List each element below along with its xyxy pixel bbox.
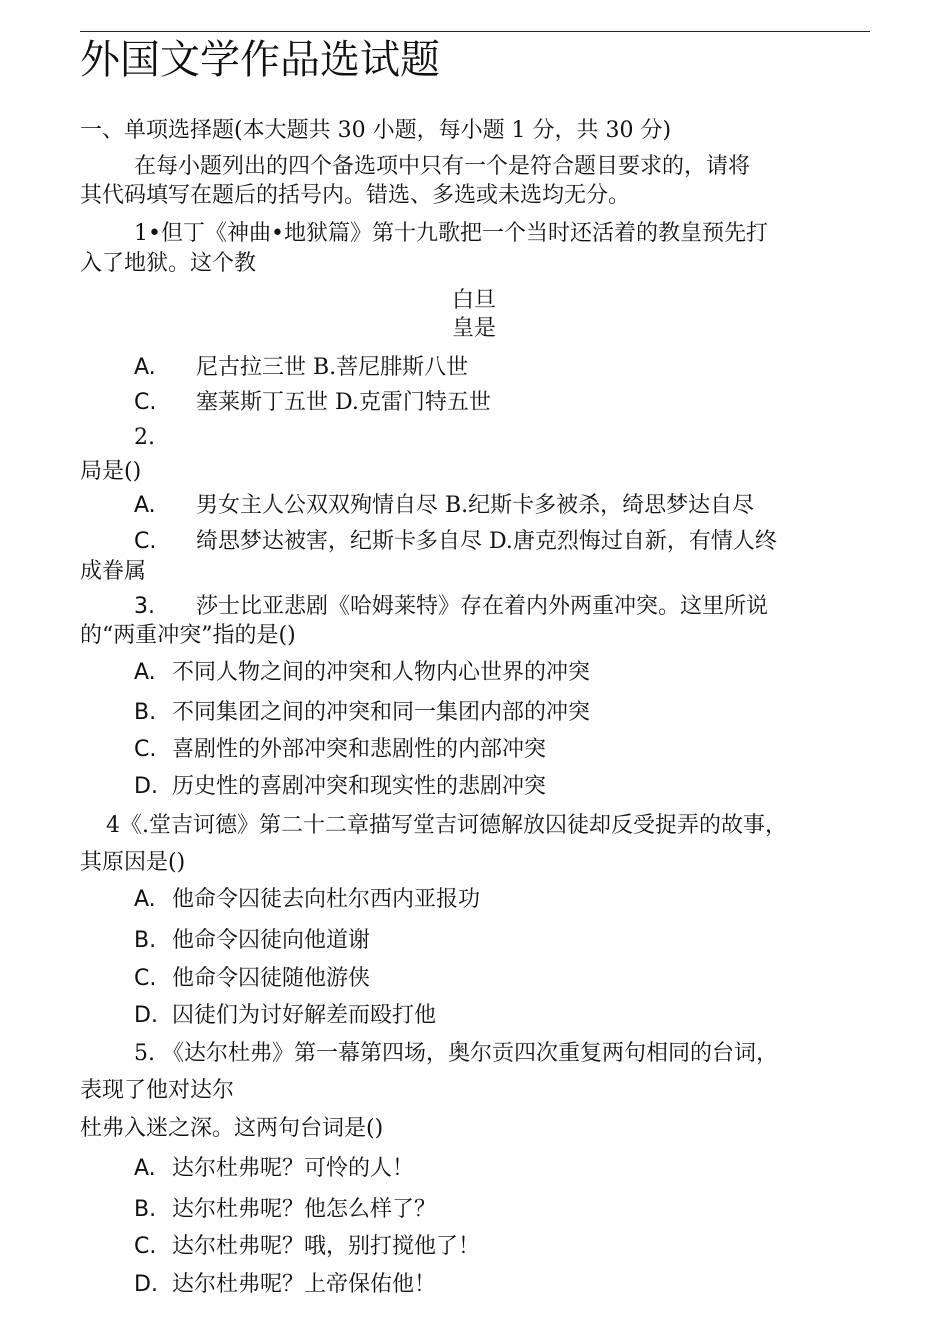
- q1-stem-line-1: 1•但丁《神曲•地狱篇》第十九歌把一个当时还活着的教皇预先打: [134, 221, 768, 246]
- instructions-line-2: 其代码填写在题后的括号内。错选、多选或未选均无分。: [80, 183, 631, 208]
- q5-option-c-text: 达尔杜弗呢？哦，别打搅他了！: [172, 1234, 481, 1259]
- q5-option-c: [134, 1233, 480, 1261]
- q3-option-b-letter: B.: [134, 700, 157, 725]
- q4-option-d-text: 囚徒们为讨好解差而殴打他: [172, 1003, 437, 1028]
- q3-stem-text: 莎士比亚悲剧《哈姆莱特》存在着内外两重冲突。这里所说: [196, 594, 769, 619]
- q1-option-a-letter: A.: [134, 355, 156, 380]
- q3-number: 3.: [134, 594, 155, 619]
- q3-stem-line-2: 的“两重冲突”指的是(): [80, 623, 296, 648]
- q5-option-b-text: 达尔杜弗呢？他怎么样了？: [172, 1197, 437, 1222]
- q3-option-c: [134, 736, 546, 764]
- q5-stem-line-1: 5. 《达尔杜弗》第一幕第四场，奥尔贡四次重复两句相同的台词，: [134, 1041, 778, 1066]
- q4-option-c-text: 他命令囚徒随他游侠: [172, 966, 371, 991]
- q5-option-a-text: 达尔杜弗呢？可怜的人！: [172, 1156, 415, 1181]
- q4-option-c-letter: C.: [134, 966, 157, 991]
- q3-option-d: [134, 773, 546, 801]
- q5-option-b: [134, 1196, 436, 1224]
- q4-stem-line-2: 其原因是(): [80, 850, 186, 875]
- q1-option-c-text: 塞莱斯丁五世 D.克雷门特五世: [196, 390, 491, 415]
- q2-option-c: [134, 528, 777, 556]
- q1-stem-line-2: 入了地狱。这个教: [80, 251, 257, 276]
- q1-stem-center-1: 白旦: [452, 288, 497, 313]
- q5-stem-line-3: 杜弗入迷之深。这两句台词是(): [80, 1116, 384, 1141]
- q4-option-a-text: 他命令囚徒去向杜尔西内亚报功: [172, 887, 481, 912]
- q5-option-c-letter: C.: [134, 1234, 157, 1259]
- q4-option-d-letter: D.: [134, 1003, 158, 1028]
- q1-stem-center-2: 皇是: [452, 316, 497, 341]
- q4-option-a-letter: A.: [134, 887, 156, 912]
- q1-option-a-text: 尼古拉三世 B.菩尼腓斯八世: [196, 355, 469, 380]
- q3-option-b-text: 不同集团之间的冲突和同一集团内部的冲突: [172, 700, 591, 725]
- q2-option-a-text: 男女主人公双双殉情自尽 B.纪斯卡多被杀，绮思梦达自尽: [196, 493, 755, 518]
- q2-option-c-continued: 成眷属: [80, 559, 147, 584]
- q2-option-a-letter: A.: [134, 493, 156, 518]
- q1-option-c: [134, 389, 491, 417]
- q3-option-a-text: 不同人物之间的冲突和人物内心世界的冲突: [172, 660, 591, 685]
- q5-option-d-text: 达尔杜弗呢？上帝保佑他！: [172, 1272, 437, 1297]
- page-title: 外国文学作品选试题: [80, 37, 440, 83]
- q3-option-c-text: 喜剧性的外部冲突和悲剧性的内部冲突: [172, 737, 547, 762]
- q2-stem-line-2: 局是(): [80, 459, 142, 484]
- q1-option-a: [134, 354, 468, 382]
- top-rule: [80, 31, 870, 32]
- q4-option-c: [134, 965, 370, 993]
- q1-option-c-letter: C.: [134, 390, 157, 415]
- q5-option-b-letter: B.: [134, 1197, 157, 1222]
- q5-option-d-letter: D.: [134, 1272, 158, 1297]
- q2-option-c-letter: C.: [134, 529, 157, 554]
- q4-option-a: [134, 886, 480, 914]
- q3-option-d-letter: D.: [134, 774, 158, 799]
- q2-option-a: [134, 492, 754, 520]
- q5-option-d: [134, 1271, 436, 1299]
- q3-option-b: [134, 699, 590, 727]
- q2-option-c-text: 绮思梦达被害，纪斯卡多自尽 D.唐克烈悔过自新，有情人终: [196, 529, 777, 554]
- instructions-line-1: 在每小题列出的四个备选项中只有一个是符合题目要求的，请将: [134, 154, 751, 179]
- q4-option-d: [134, 1002, 436, 1030]
- q5-option-a-letter: A.: [134, 1156, 156, 1181]
- q4-option-b-letter: B.: [134, 928, 157, 953]
- q3-option-c-letter: C.: [134, 737, 157, 762]
- section-heading: 一、单项选择题(本大题共 30 小题，每小题 1 分，共 30 分): [80, 118, 672, 143]
- q3-stem-line-1: [134, 593, 768, 621]
- q4-option-b: [134, 927, 370, 955]
- q5-option-a: [134, 1155, 414, 1183]
- q5-stem-line-2: 表现了他对达尔: [80, 1078, 235, 1103]
- q3-option-a: [134, 659, 590, 687]
- q2-number: 2.: [134, 425, 155, 450]
- q3-option-d-text: 历史性的喜剧冲突和现实性的悲剧冲突: [172, 774, 547, 799]
- q3-option-a-letter: A.: [134, 660, 156, 685]
- q4-option-b-text: 他命令囚徒向他道谢: [172, 928, 371, 953]
- q4-stem-line-1: 4《.堂吉诃德》第二十二章描写堂吉诃德解放囚徒却反受捉弄的故事，: [106, 813, 787, 838]
